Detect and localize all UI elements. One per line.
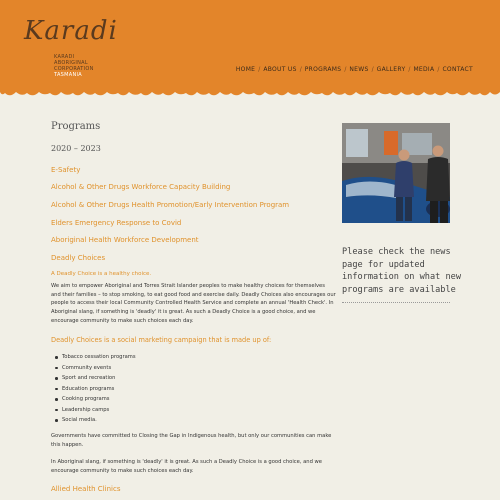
page-title: Programs [51, 121, 101, 132]
program-link-elders-covid[interactable]: Elders Emergency Response to Covid [51, 219, 182, 227]
logo-line: KARADI [54, 54, 75, 60]
nav-home[interactable]: HOME [235, 66, 256, 73]
program-link-esafety[interactable]: E-Safety [51, 166, 81, 174]
nav-programs[interactable]: PROGRAMS [304, 66, 342, 73]
nav-separator: / [371, 66, 374, 73]
list-item: Tobacco cessation programs [62, 352, 136, 363]
logo-line: TASMANIA [54, 72, 83, 78]
photo-illustration [342, 123, 450, 223]
nav-separator: / [408, 66, 411, 73]
program-link-health-workforce[interactable]: Aboriginal Health Workforce Development [51, 236, 199, 244]
program-link-aod-workforce[interactable]: Alcohol & Other Drugs Workforce Capacity Building [51, 183, 231, 191]
karadi-logo[interactable] [24, 16, 118, 86]
nav-about-us[interactable]: ABOUT US [263, 66, 297, 73]
nav-separator: / [299, 66, 302, 73]
program-link-aod-health-promotion[interactable]: Alcohol & Other Drugs Health Promotion/Early Intervention Program [51, 201, 290, 209]
logo-line: ABORIGINAL [54, 60, 88, 66]
nav-separator: / [344, 66, 347, 73]
nav-media[interactable]: MEDIA [413, 66, 435, 73]
nav-contact[interactable]: CONTACT [442, 66, 473, 73]
list-item: Leadership camps [62, 405, 136, 416]
nav-separator: / [258, 66, 261, 73]
list-item: Sport and recreation [62, 373, 136, 384]
list-item: Education programs [62, 384, 136, 395]
program-photo [342, 123, 450, 223]
list-item: Cooking programs [62, 394, 136, 405]
sidebar-divider [342, 302, 450, 303]
program-link-deadly-choices[interactable]: Deadly Choices [51, 254, 106, 262]
campaign-heading: Deadly Choices is a social marketing campaign that is made up of: [51, 336, 272, 344]
closing-paragraph: Governments have committed to Closing the Gap in Indigenous health, but only our communities can make this happen. [51, 433, 332, 448]
deadly-choices-paragraph: We aim to empower Aboriginal and Torres Strait Islander peoples to make healthy choices for themselves and their families – to stop smoking, to eat good food and exercise daily. Deadly Choices also encourages our people to access their local Community Controlled Health Service and complete an annual 'Health Check'. In Aboriginal slang, if something is 'deadly' it is great. As such a Deadly Choice is a good choice, and we encourage community to make such choices each day. [51, 283, 336, 324]
years-heading: 2020 – 2023 [51, 144, 101, 153]
logo-wordmark: Karadi [24, 16, 118, 46]
list-item: Social media. [62, 415, 136, 426]
site-header [0, 0, 500, 92]
nav-separator: / [437, 66, 440, 73]
deadly-choices-tagline: A Deadly Choice is a healthy choice. [51, 271, 152, 277]
nav-gallery[interactable]: GALLERY [376, 66, 406, 73]
sidebar-notice: Please check the news page for updated information on what new programs are available [342, 247, 461, 295]
nav-news[interactable]: NEWS [349, 66, 369, 73]
list-item: Community events [62, 363, 136, 374]
logo-line: CORPORATION [54, 66, 94, 72]
main-nav [233, 66, 476, 73]
program-link-allied-health[interactable]: Allied Health Clinics [51, 485, 121, 493]
closing-paragraph: In Aboriginal slang, if something is 'deadly' it is great. As such a Deadly Choice is a good choice, and we encourage community to make such choices each day. [51, 459, 322, 474]
campaign-list [62, 352, 136, 426]
torn-edge-divider [0, 88, 500, 100]
